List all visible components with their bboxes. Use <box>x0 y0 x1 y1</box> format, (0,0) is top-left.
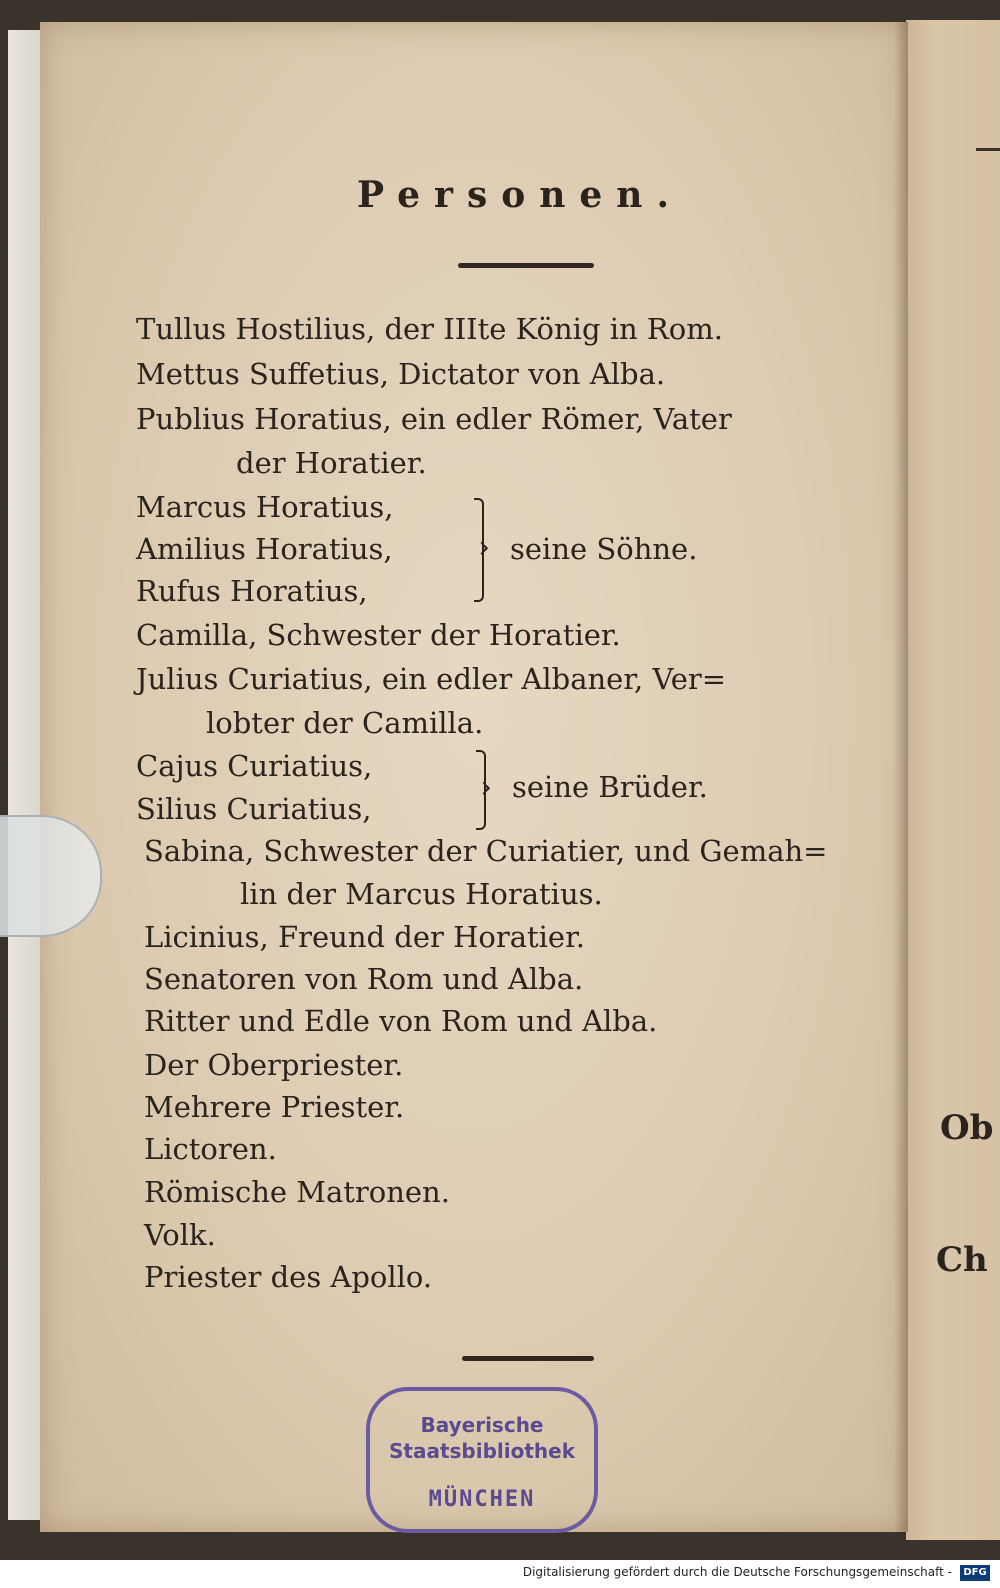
page-title: Personen. <box>356 174 684 216</box>
cast-line: Senatoren von Rom und Alba. <box>144 962 584 996</box>
cast-line: Marcus Horatius, <box>136 490 394 524</box>
library-stamp <box>366 1387 598 1533</box>
cast-line: der Horatier. <box>236 446 427 480</box>
cast-line: Mehrere Priester. <box>144 1090 405 1124</box>
facing-page <box>906 20 1000 1540</box>
cast-line: Ritter und Edle von Rom und Alba. <box>144 1004 658 1038</box>
facing-page-fragment: Ob <box>940 1108 994 1148</box>
title-rule <box>458 263 594 268</box>
cast-line: Sabina, Schwester der Curiatier, und Gemah= <box>144 834 828 868</box>
brace-point: › <box>480 770 492 805</box>
brace-point: › <box>478 530 490 565</box>
cast-line: Volk. <box>144 1218 216 1252</box>
facing-page-fragment: Ch <box>936 1240 988 1280</box>
cast-line: Tullus Hostilius, der IIIte König in Rom. <box>136 312 723 346</box>
cast-line: Lictoren. <box>144 1132 277 1166</box>
cast-line: Julius Curiatius, ein edler Albaner, Ver= <box>136 662 727 696</box>
cast-line: Publius Horatius, ein edler Römer, Vater <box>136 402 732 436</box>
cast-line: Römische Matronen. <box>144 1175 450 1209</box>
closing-rule <box>462 1356 594 1361</box>
dfg-logo: DFG <box>960 1565 990 1581</box>
cast-line: Mettus Suffetius, Dictator von Alba. <box>136 357 666 391</box>
cast-line: Camilla, Schwester der Horatier. <box>136 618 621 652</box>
cast-line: Amilius Horatius, <box>136 532 393 566</box>
brace-label: seine Söhne. <box>510 532 698 566</box>
footer-bar <box>0 1560 1000 1588</box>
cast-line: lin der Marcus Horatius. <box>240 877 603 911</box>
cast-line: Der Oberpriester. <box>144 1048 404 1082</box>
cast-line: lobter der Camilla. <box>206 706 484 740</box>
stamp-line: MÜNCHEN <box>428 1487 536 1512</box>
cast-line: Priester des Apollo. <box>144 1260 433 1294</box>
stamp-line: Bayerische <box>420 1413 544 1437</box>
stamp-line: Staatsbibliothek <box>388 1439 576 1463</box>
book-page <box>40 22 908 1532</box>
footer-credit: Digitalisierung gefördert durch die Deutsche Forschungsgemeinschaft - <box>522 1565 952 1579</box>
cast-line: Rufus Horatius, <box>136 574 368 608</box>
cast-line: Cajus Curiatius, <box>136 749 373 783</box>
cast-line: Licinius, Freund der Horatier. <box>144 920 585 954</box>
brace-label: seine Brüder. <box>512 770 708 804</box>
cast-line: Silius Curiatius, <box>136 792 372 826</box>
facing-page-rule <box>976 148 1000 151</box>
